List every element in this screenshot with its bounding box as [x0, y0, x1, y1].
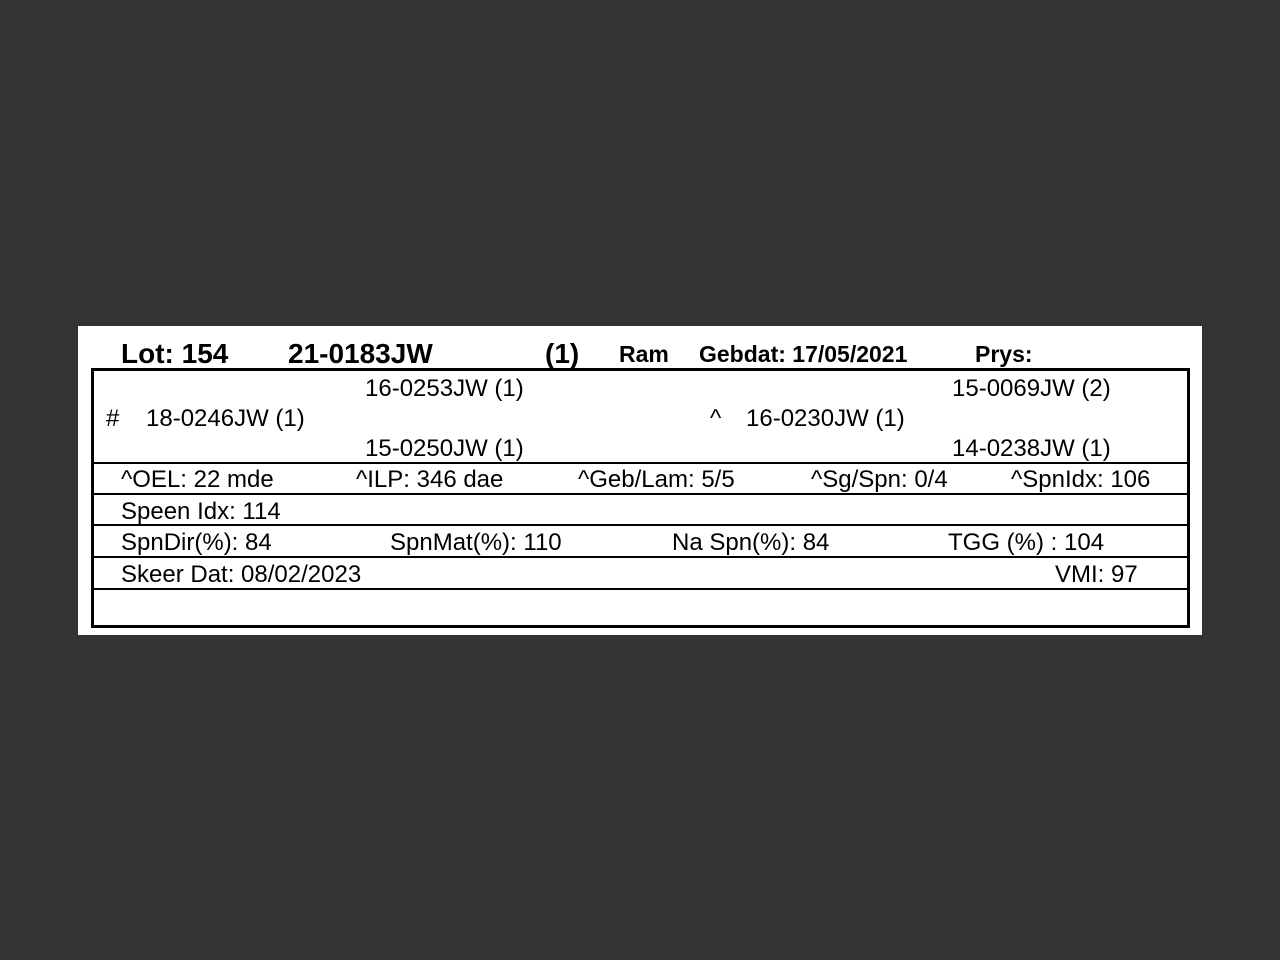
animal-id: 21-0183JW [288, 338, 433, 369]
lot-card [78, 326, 1202, 635]
pedigree-sire-dam: 15-0250JW (1) [365, 435, 524, 462]
divider [94, 524, 1187, 526]
pedigree-sire-marker: # [106, 405, 120, 432]
stat-spnidx: ^SpnIdx: 106 [1011, 466, 1151, 493]
pedigree-dam: 16-0230JW (1) [746, 405, 905, 432]
stat-ilp: ^ILP: 346 dae [356, 466, 504, 493]
vmi-value: VMI: 97 [1055, 561, 1138, 588]
divider [94, 462, 1187, 464]
divider [94, 556, 1187, 558]
pedigree-sire: 18-0246JW (1) [146, 405, 305, 432]
stat-sg-spn: ^Sg/Spn: 0/4 [811, 466, 948, 493]
stat-geb-lam: ^Geb/Lam: 5/5 [578, 466, 735, 493]
speen-index: Speen Idx: 114 [121, 498, 281, 525]
details-box [91, 368, 1190, 628]
price-label: Prys: [975, 341, 1033, 367]
animal-count: (1) [545, 338, 580, 369]
animal-sex: Ram [619, 341, 669, 367]
pedigree-dam-marker: ^ [710, 405, 722, 432]
pedigree-sire-sire: 16-0253JW (1) [365, 375, 524, 402]
pedigree-dam-sire: 15-0069JW (2) [952, 375, 1111, 402]
percent-spnmat: SpnMat(%): 110 [390, 529, 562, 556]
divider [94, 588, 1187, 590]
divider [94, 493, 1187, 495]
stat-oel: ^OEL: 22 mde [121, 466, 274, 493]
shear-date: Skeer Dat: 08/02/2023 [121, 561, 362, 588]
percent-tgg: TGG (%) : 104 [948, 529, 1105, 556]
pedigree-dam-dam: 14-0238JW (1) [952, 435, 1111, 462]
percent-spndir: SpnDir(%): 84 [121, 529, 272, 556]
percent-naspn: Na Spn(%): 84 [672, 529, 830, 556]
birth-date: Gebdat: 17/05/2021 [699, 341, 908, 367]
lot-number: Lot: 154 [121, 338, 229, 369]
